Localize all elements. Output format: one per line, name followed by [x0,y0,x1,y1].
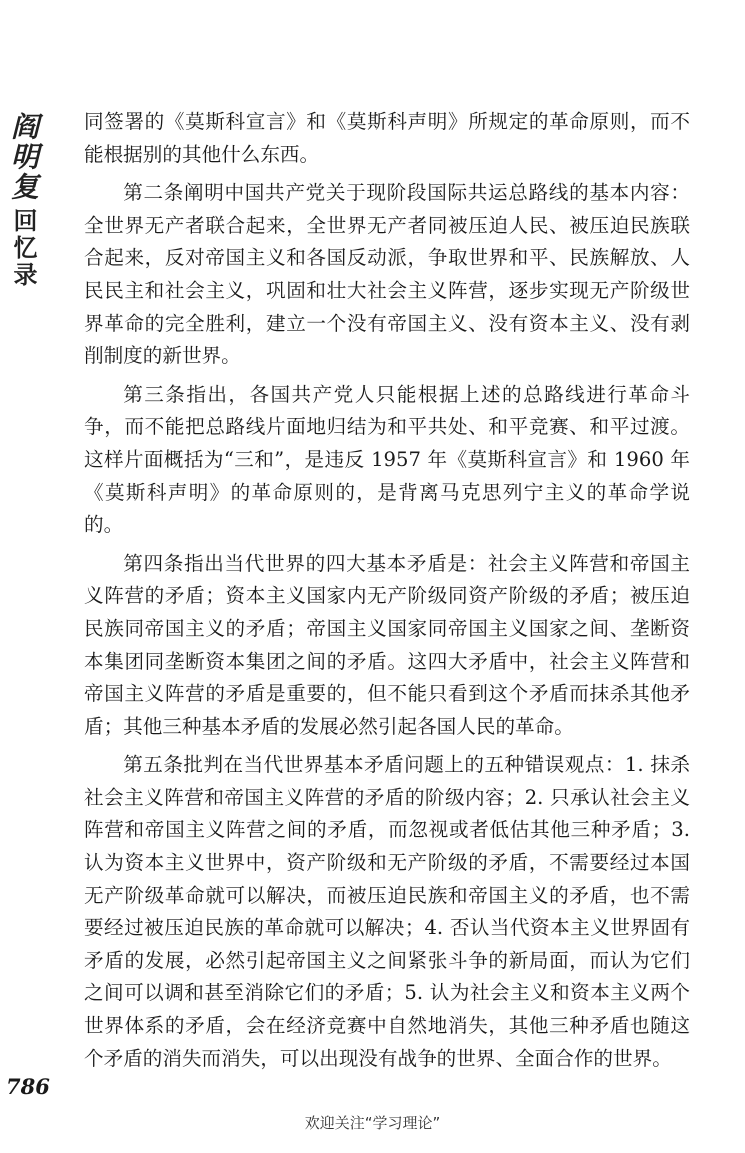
paragraph-article-3: 第三条指出，各国共产党人只能根据上述的总路线进行革命斗争，而不能把总路线片面地归结为和平共处、和平竞赛、和平过渡。这样片面概括为“三和”，是违反 1957 年《莫斯科宣言》和 1960 年《莫斯科声明》的革命原则的，是背离马克思列宁主义的革命学说的。 [84,382,690,537]
paragraph-article-4: 第四条指出当代世界的四大基本矛盾是：社会主义阵营和帝国主义阵营的矛盾；资本主义国家内无产阶级同资产阶级的矛盾；被压迫民族同帝国主义的矛盾；帝国主义国家同帝国主义国家之间、垄断资本集团同垄断资本集团之间的矛盾。这四大矛盾中，社会主义阵营和帝国主义阵营的矛盾是重要的，但不能只看到这个矛盾而抹杀其他矛盾；其他三种基本矛盾的发展必然引起各国人民的革命。 [84,551,690,738]
paragraph-article-2: 第二条阐明中国共产党关于现阶段国际共运总路线的基本内容：全世界无产者联合起来，全世界无产者同被压迫人民、被压迫民族联合起来，反对帝国主义和各国反动派，争取世界和平、民族解放、人民民主和社会主义，巩固和壮大社会主义阵营，逐步实现无产阶级世界革命的完全胜利，建立一个没有帝国主义、没有资本主义、没有剥削制度的新世界。 [84,181,690,368]
running-head-book-title: 回忆录 [9,208,37,289]
footer-watermark-note: 欢迎关注“学习理论” [304,1114,441,1132]
running-head-author: 阎明复 [7,112,40,202]
paragraph-continuation: 同签署的《莫斯科宣言》和《莫斯科声明》所规定的革命原则，而不能根据别的其他什么东西。 [84,110,690,166]
paragraph-article-5: 第五条批判在当代世界基本矛盾问题上的五种错误观点：1. 抹杀社会主义阵营和帝国主义阵营的矛盾的阶级内容；2. 只承认社会主义阵营和帝国主义阵营之间的矛盾，而忽视或者低估其他三种矛盾；3. 认为资本主义世界中，资产阶级和无产阶级的矛盾，不需要经过本国无产阶级革命就可以解决，而被压迫民族和帝国主义的矛盾，也不需要经过被压迫民族的革命就可以解决；4. 否认当代资本主义世界固有矛盾的发展，必然引起帝国主义之间紧张斗争的新局面，而认为它们之间可以调和甚至消除它们的矛盾；5. 认为社会主义和资本主义两个世界体系的矛盾，会在经济竞赛中自然地消失，其他三种矛盾也随这个矛盾的消失而消失，可以出现没有战争的世界、全面合作的世界。 [84,753,690,1070]
body-text [84,106,690,1081]
running-head [6,112,40,289]
page-number: 786 [6,1074,50,1099]
